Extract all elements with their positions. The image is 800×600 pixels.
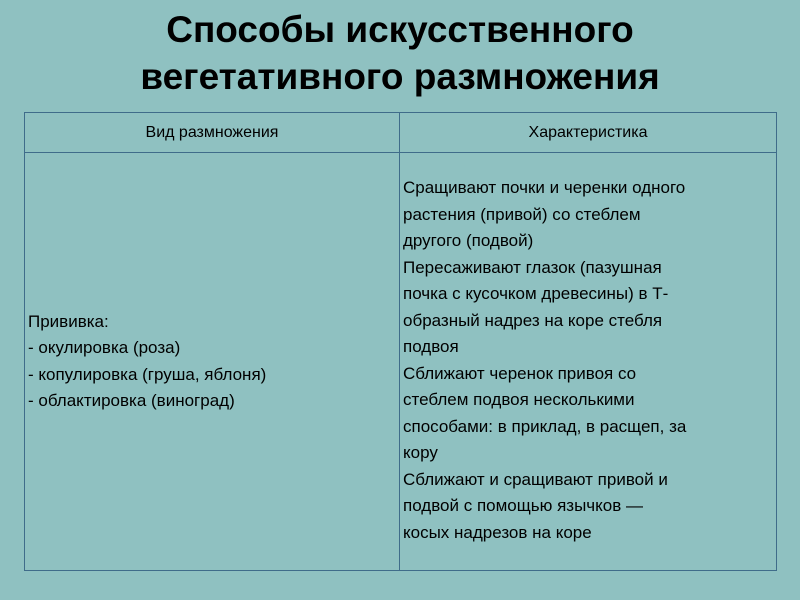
characteristic-line: подвоя	[403, 337, 459, 356]
characteristic-line: Сближают черенок привоя со	[403, 363, 637, 383]
slide-title	[0, 6, 800, 100]
characteristic-line: Сращивают почки и черенки одного	[403, 178, 686, 197]
grafting-method-budding: - окулировка (роза)	[28, 338, 181, 357]
title-line-2: вегетативного размножения	[140, 56, 660, 97]
characteristic-line: способами: в приклад, в расщеп, за	[403, 416, 687, 436]
characteristic-cell	[400, 153, 777, 571]
propagation-type-cell	[25, 153, 400, 571]
table-header-row	[25, 113, 777, 153]
grafting-label: Прививка:	[28, 311, 109, 331]
characteristic-line: кору	[403, 443, 438, 462]
characteristic-line: растения (привой) со стеблем	[403, 204, 641, 224]
header-propagation-type: Вид размножения	[25, 113, 400, 153]
characteristic-line: Пересаживают глазок (пазушная	[403, 257, 662, 277]
characteristic-line: подвой с помощью язычков —	[403, 496, 643, 515]
characteristic-line: другого (подвой)	[403, 231, 534, 250]
characteristic-line: стеблем подвоя несколькими	[403, 390, 635, 409]
header-characteristic: Характеристика	[400, 113, 777, 153]
table-row	[25, 153, 777, 571]
grafting-method-approach: - облактировка (виноград)	[28, 391, 235, 410]
characteristic-line: образный надрез на коре стебля	[403, 310, 663, 330]
grafting-method-copulation: - копулировка (груша, яблоня)	[28, 364, 267, 384]
characteristic-line: почка с кусочком древесины) в Т-	[403, 284, 669, 303]
characteristic-line: косых надрезов на коре	[403, 522, 592, 542]
propagation-table	[24, 112, 777, 571]
title-line-1: Способы искусственного	[166, 9, 634, 50]
characteristic-line: Сближают и сращивают привой и	[403, 469, 668, 489]
